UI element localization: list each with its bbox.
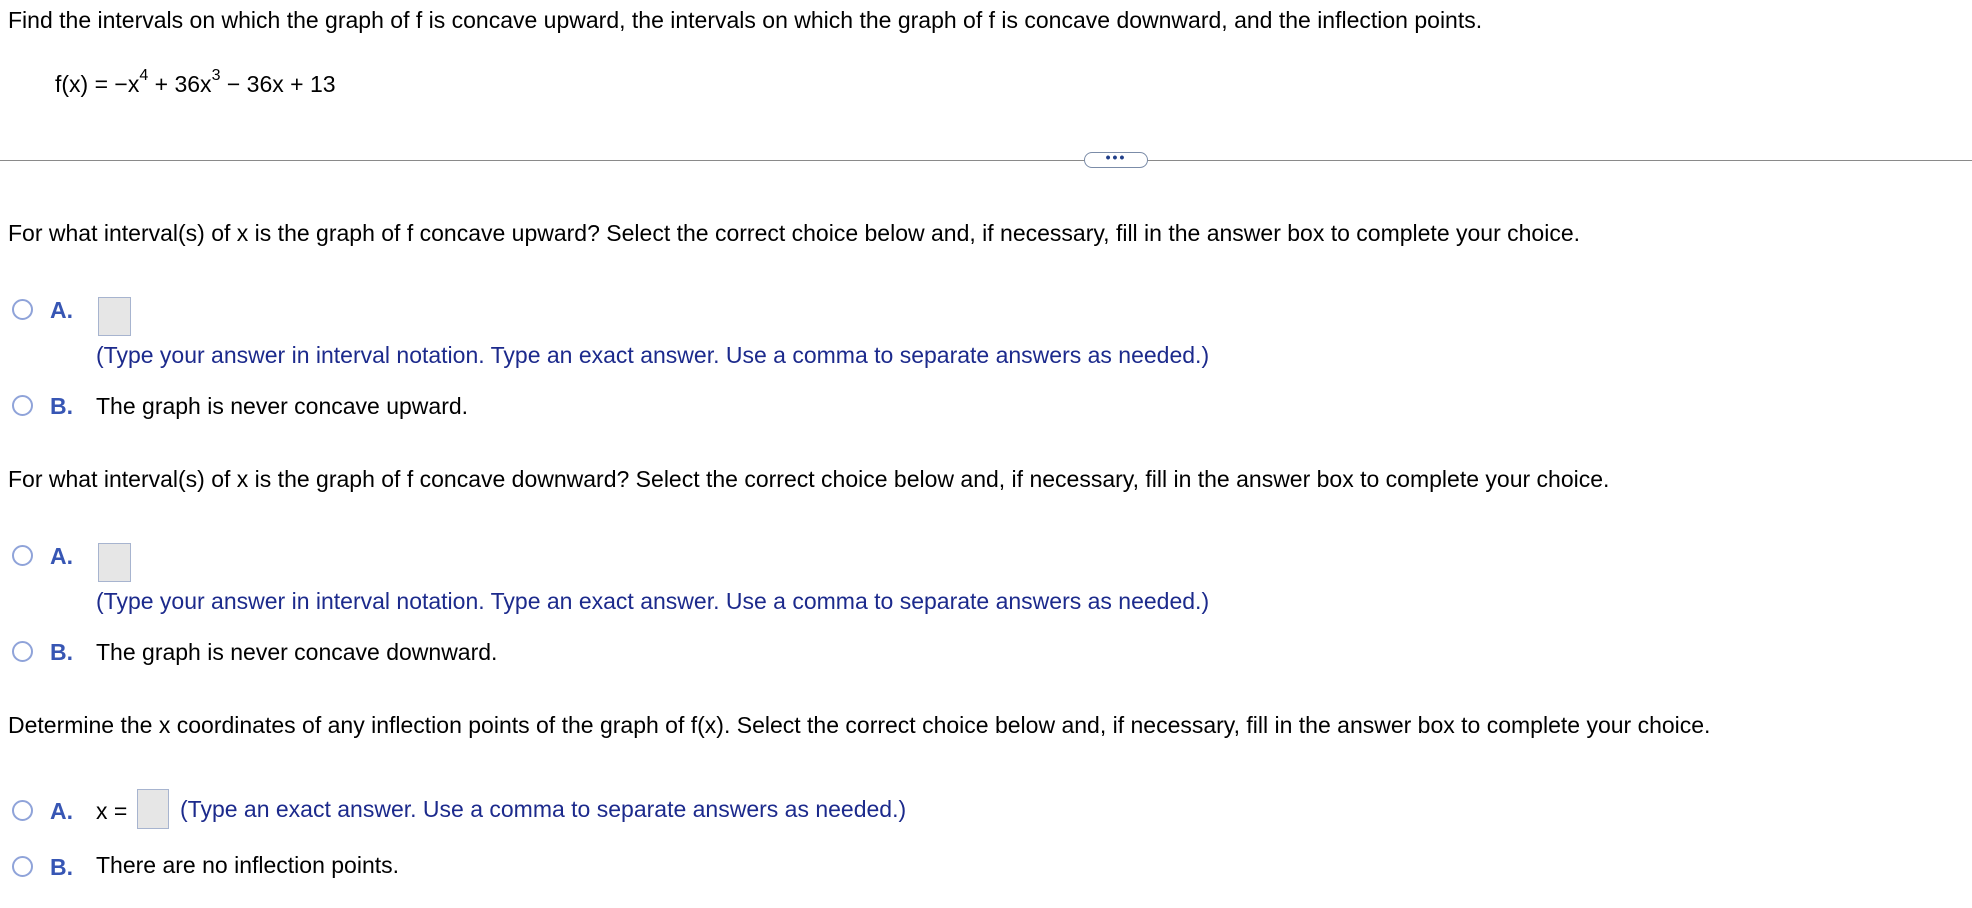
q2-answer-box[interactable]: [98, 543, 131, 582]
q3-option-a-hint: (Type an exact answer. Use a comma to separate answers as needed.): [180, 796, 907, 822]
function-equation: [55, 67, 336, 98]
ellipsis-icon: •••: [1105, 149, 1127, 165]
q1-option-b-text[interactable]: The graph is never concave upward.: [96, 393, 469, 419]
q2-option-a-radio[interactable]: [12, 545, 33, 566]
q3-x-equals-label: x =: [96, 798, 128, 824]
q1-option-a-hint: (Type your answer in interval notation. Type an exact answer. Use a comma to separate answers as needed.): [96, 342, 1210, 368]
q2-option-b-text[interactable]: The graph is never concave downward.: [96, 639, 498, 665]
section-divider: [0, 160, 1972, 161]
equation-lhs: f(x) = −x: [55, 71, 140, 97]
q1-answer-box[interactable]: [98, 297, 131, 336]
q2-option-b-radio[interactable]: [12, 641, 33, 662]
expand-button[interactable]: [1084, 149, 1148, 168]
equation-exponent-3: 3: [211, 67, 221, 85]
q3-answer-box[interactable]: [137, 789, 169, 829]
q3-option-b-text[interactable]: There are no inflection points.: [96, 852, 400, 878]
equation-mid: + 36x: [148, 71, 212, 97]
q3-option-a-letter: A.: [50, 798, 73, 824]
q3-option-b-radio[interactable]: [12, 856, 33, 877]
q2-option-b-letter: B.: [50, 639, 73, 665]
equation-exponent-4: 4: [139, 67, 149, 85]
q2-option-a-letter: A.: [50, 543, 73, 569]
q1-option-a-radio[interactable]: [12, 299, 33, 320]
q1-option-b-radio[interactable]: [12, 395, 33, 416]
q3-prompt: Determine the x coordinates of any inflection points of the graph of f(x). Select the correct choice below and, if necessary, fill in the answer box to complete your choice.: [8, 712, 1711, 738]
q3-option-b-letter: B.: [50, 854, 73, 880]
q2-prompt: For what interval(s) of x is the graph of f concave downward? Select the correct choice below and, if necessary, fill in the answer box to complete your choice.: [8, 466, 1610, 492]
q1-option-a-letter: A.: [50, 297, 73, 323]
q1-prompt: For what interval(s) of x is the graph of f concave upward? Select the correct choice below and, if necessary, fill in the answer box to complete your choice.: [8, 220, 1581, 246]
q3-option-a-radio[interactable]: [12, 800, 33, 821]
q1-option-b-letter: B.: [50, 393, 73, 419]
equation-rhs: − 36x + 13: [220, 71, 336, 97]
q2-option-a-hint: (Type your answer in interval notation. Type an exact answer. Use a comma to separate answers as needed.): [96, 588, 1210, 614]
instructions-text: Find the intervals on which the graph of f is concave upward, the intervals on which the graph of f is concave downward, and the inflection points.: [8, 7, 1483, 33]
